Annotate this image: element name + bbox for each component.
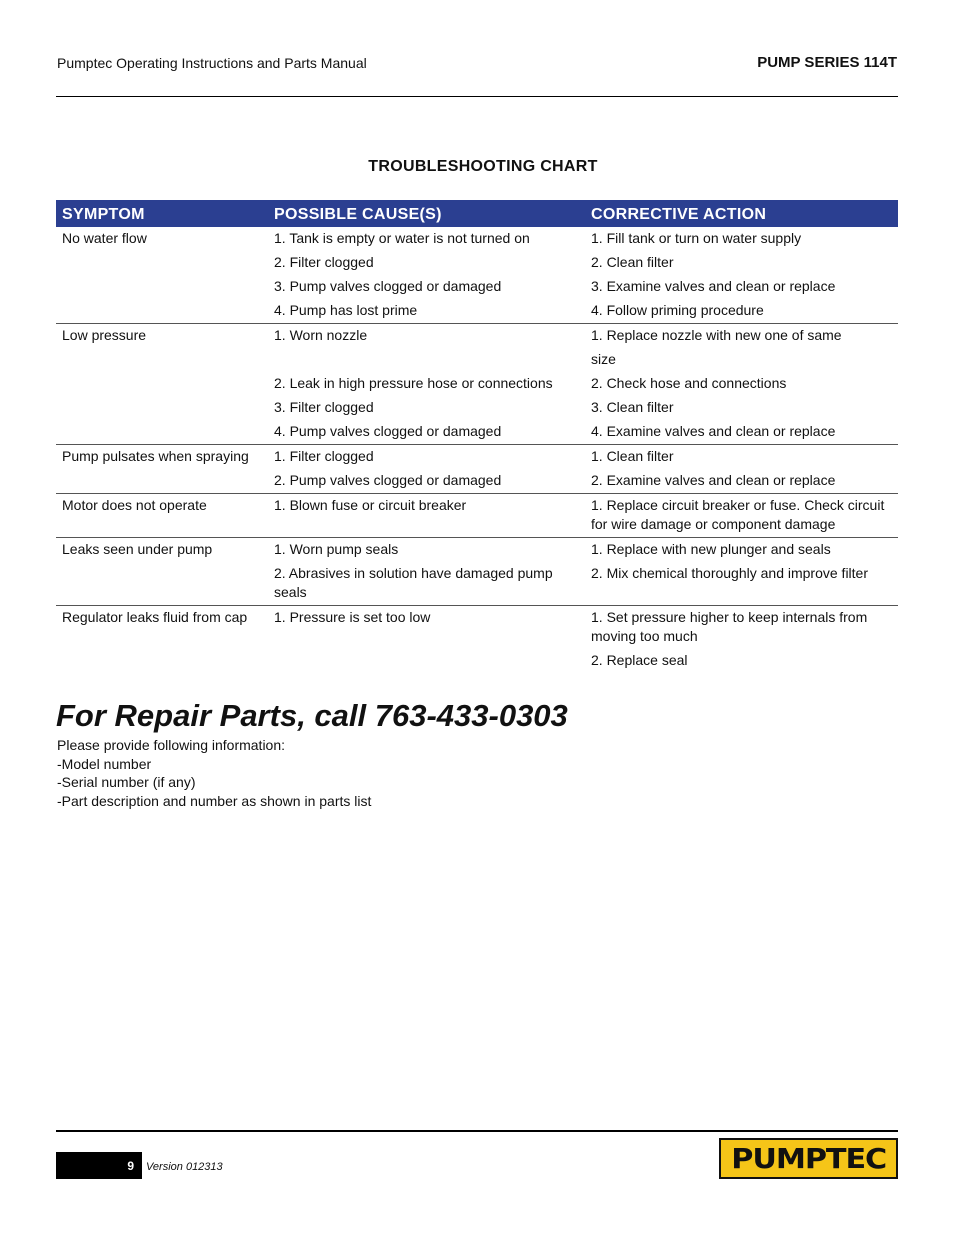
action-cell: 1. Fill tank or turn on water supply: [591, 230, 802, 246]
manual-title: Pumptec Operating Instructions and Parts Manual: [57, 55, 367, 71]
symptom-cell: No water flow: [62, 230, 147, 246]
column-header-action: CORRECTIVE ACTION: [585, 200, 898, 227]
symptom-cell: Pump pulsates when spraying: [62, 448, 249, 464]
pumptec-logo: [719, 1138, 898, 1179]
pump-series: PUMP SERIES 114T: [757, 54, 897, 71]
action-cell: 1. Replace circuit breaker or fuse. Check circuit for wire damage or component damage: [585, 494, 898, 538]
action-cell: 1. Replace with new plunger and seals: [591, 541, 831, 557]
symptom-cell: Regulator leaks fluid from cap: [62, 609, 248, 625]
table-row: [56, 396, 898, 420]
table-row: [56, 324, 898, 349]
action-cell: 2. Examine valves and clean or replace: [585, 469, 898, 494]
action-cell: 3. Examine valves and clean or replace: [591, 278, 836, 294]
cause-cell: 3. Pump valves clogged or damaged: [274, 278, 502, 294]
table-row: [56, 649, 898, 673]
cause-cell: 1. Filter clogged: [274, 448, 374, 464]
symptom-cell: [56, 649, 268, 673]
symptom-cell: Leaks seen under pump: [62, 541, 213, 557]
version-label: Version 012313: [146, 1161, 223, 1173]
table-row: [56, 372, 898, 396]
action-cell: 2. Mix chemical thoroughly and improve filter: [585, 562, 898, 606]
cause-cell: 1. Pressure is set too low: [274, 609, 431, 625]
symptom-cell: Low pressure: [62, 327, 147, 343]
chart-title: TROUBLESHOOTING CHART: [368, 158, 598, 175]
symptom-cell: Motor does not operate: [56, 494, 268, 538]
table-row: [56, 299, 898, 324]
repair-parts-heading: For Repair Parts, call 763-433-0303: [56, 698, 568, 733]
cause-cell: 3. Filter clogged: [274, 399, 374, 415]
action-cell: 1. Clean filter: [591, 448, 674, 464]
page-number: 9: [127, 1159, 134, 1173]
cause-cell: 2. Filter clogged: [274, 254, 374, 270]
action-cell: 1. Replace nozzle with new one of same: [591, 327, 842, 343]
symptom-cell: [56, 348, 268, 372]
cause-cell: 2. Pump valves clogged or damaged: [268, 469, 585, 494]
header-divider: [56, 96, 898, 97]
table-row: [56, 227, 898, 251]
column-header-symptom: SYMPTOM: [56, 200, 268, 227]
table-row: [56, 538, 898, 563]
table-row: [56, 420, 898, 445]
repair-info-line: -Serial number (if any): [57, 774, 196, 791]
symptom-cell: [56, 251, 268, 275]
action-cell: size: [591, 351, 616, 367]
page-number-box: [56, 1152, 142, 1179]
cause-cell: 2. Abrasives in solution have damaged pump seals: [268, 562, 585, 606]
symptom-cell: [56, 299, 268, 324]
cause-cell: 1. Worn nozzle: [274, 327, 368, 343]
action-cell: 2. Check hose and connections: [591, 375, 787, 391]
cause-cell: [268, 348, 585, 372]
cause-cell: 2. Leak in high pressure hose or connections: [274, 375, 553, 391]
cause-cell: 4. Pump valves clogged or damaged: [268, 420, 585, 445]
action-cell: 2. Clean filter: [591, 254, 674, 270]
table-header-row: [56, 200, 898, 227]
repair-info-line: -Part description and number as shown in parts list: [57, 793, 372, 810]
table-row: [56, 251, 898, 275]
symptom-cell: [56, 275, 268, 299]
symptom-cell: [56, 372, 268, 396]
table-row: [56, 275, 898, 299]
action-cell: 4. Follow priming procedure: [585, 299, 898, 324]
symptom-cell: [56, 396, 268, 420]
action-cell: 1. Set pressure higher to keep internals from moving too much: [591, 609, 868, 644]
symptom-cell: [56, 420, 268, 445]
symptom-cell: [56, 469, 268, 494]
table-row: [56, 562, 898, 606]
table-row: [56, 469, 898, 494]
repair-info-line: -Model number: [57, 755, 152, 772]
action-cell: 3. Clean filter: [591, 399, 674, 415]
symptom-cell: [56, 562, 268, 606]
table-row: [56, 445, 898, 470]
table-row: [56, 348, 898, 372]
cause-cell: 4. Pump has lost prime: [268, 299, 585, 324]
cause-cell: 1. Tank is empty or water is not turned on: [274, 230, 530, 246]
table-row: [56, 494, 898, 538]
logo-wordmark: PUMPTEC: [731, 1142, 886, 1175]
action-cell: 4. Examine valves and clean or replace: [585, 420, 898, 445]
cause-cell: [268, 649, 585, 673]
cause-cell: 1. Blown fuse or circuit breaker: [268, 494, 585, 538]
table-row: [56, 606, 898, 650]
footer-divider: [56, 1130, 898, 1132]
cause-cell: 1. Worn pump seals: [274, 541, 399, 557]
column-header-cause: POSSIBLE CAUSE(S): [268, 200, 585, 227]
action-cell: 2. Replace seal: [591, 652, 688, 668]
repair-info-list: [57, 736, 371, 811]
repair-info-line: Please provide following information:: [57, 737, 286, 753]
troubleshooting-table: [56, 200, 898, 673]
